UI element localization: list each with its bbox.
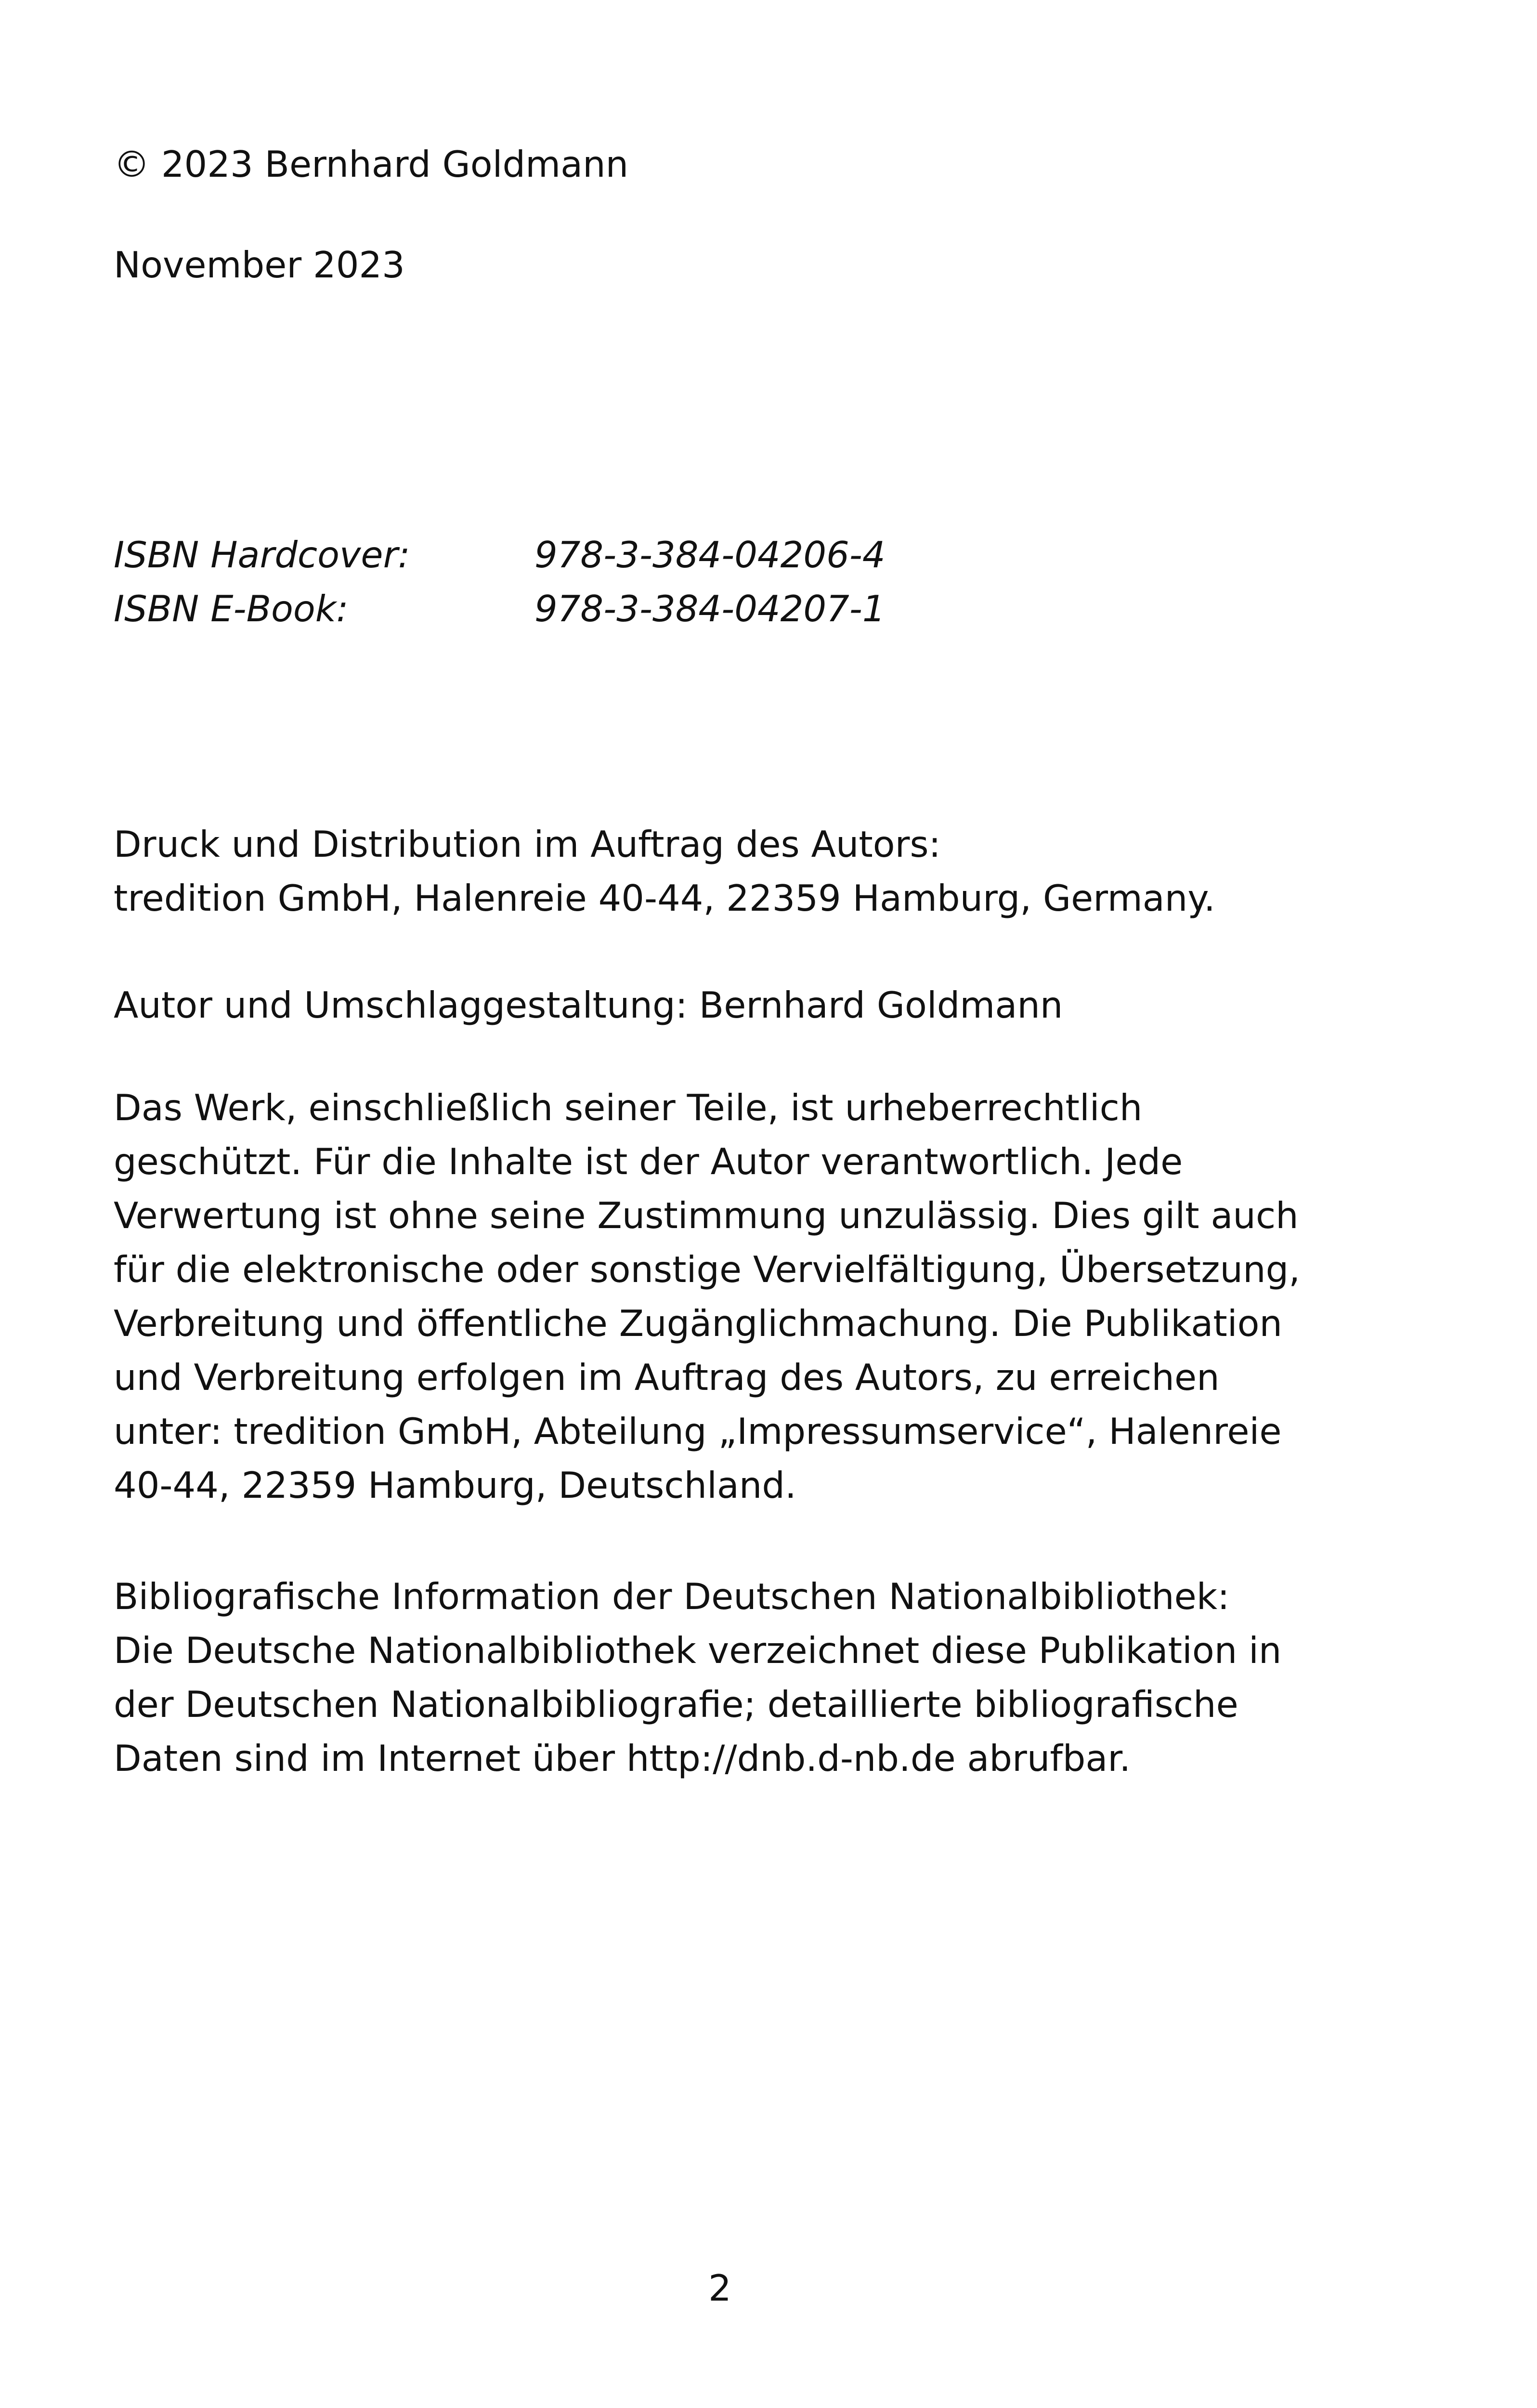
isbn-value: 978-3-384-04207-1 — [534, 588, 886, 630]
isbn-row-ebook — [114, 582, 886, 636]
isbn-label: ISBN E-Book: — [114, 588, 349, 630]
text-line: und Verbreitung erfolgen im Auftrag des Autors, zu erreichen — [114, 1356, 1220, 1399]
text-line: Das Werk, einschließlich seiner Teile, ist urheberrechtlich — [114, 1086, 1143, 1129]
text-line: Verbreitung und öffentliche Zugänglichmachung. Die Publikation — [114, 1302, 1282, 1345]
bibliographic-info-block — [114, 1570, 1438, 1785]
copyright-notice: © 2023 Bernhard Goldmann — [114, 143, 629, 185]
isbn-label: ISBN Hardcover: — [114, 534, 410, 576]
text-line: 40-44, 22359 Hamburg, Deutschland. — [114, 1464, 796, 1506]
legal-notice-block — [114, 1081, 1438, 1512]
text-line: Druck und Distribution im Auftrag des Autors: — [114, 823, 941, 865]
text-line: geschützt. Für die Inhalte ist der Autor verantwortlich. Jede — [114, 1140, 1183, 1183]
text-line: Bibliografische Information der Deutschen Nationalbibliothek: — [114, 1575, 1230, 1618]
print-distribution-block — [114, 817, 1438, 925]
text-line: Verwertung ist ohne seine Zustimmung unzulässig. Dies gilt auch — [114, 1194, 1299, 1237]
text-line: der Deutschen Nationalbibliografie; detaillierte bibliografische — [114, 1683, 1238, 1726]
isbn-row-hardcover — [114, 528, 886, 582]
text-line: für die elektronische oder sonstige Vervielfältigung, Übersetzung, — [114, 1248, 1301, 1291]
isbn-value: 978-3-384-04206-4 — [534, 534, 886, 576]
text-line: tredition GmbH, Halenreie 40-44, 22359 Hamburg, Germany. — [114, 877, 1215, 919]
author-credit — [114, 978, 1438, 1032]
page-number: 2 — [708, 2267, 731, 2309]
text-line: Daten sind im Internet über http://dnb.d-nb.de abrufbar. — [114, 1737, 1131, 1780]
text-line: Autor und Umschlaggestaltung: Bernhard Goldmann — [114, 984, 1063, 1026]
text-line: Die Deutsche Nationalbibliothek verzeichnet diese Publikation in — [114, 1629, 1282, 1672]
text-line: unter: tredition GmbH, Abteilung „Impressumservice“, Halenreie — [114, 1410, 1282, 1453]
publication-date: November 2023 — [114, 244, 405, 286]
